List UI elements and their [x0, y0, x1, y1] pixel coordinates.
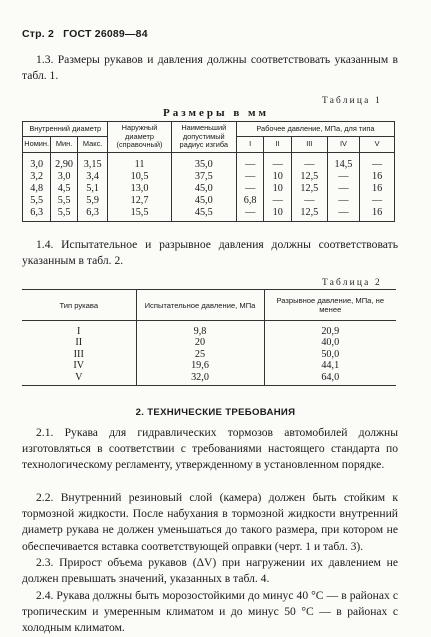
table-cell: 45,0 [171, 195, 236, 207]
col-inner-diameter: Внутренний диаметр [23, 122, 108, 137]
table-cell: 16 [360, 183, 395, 195]
table-cell: 44,1 [264, 360, 396, 371]
table-cell: 11 [108, 152, 171, 171]
table-row [23, 207, 395, 222]
table-row [23, 195, 395, 207]
col-bend-radius: Наименьший допустимый радиус изгиба [171, 122, 236, 153]
table-cell: 35,0 [171, 152, 236, 171]
paragraph-2-4: 2.4. Рукава должны быть морозостойкими до минус 40 °С — в районах с тропическим и умеренным климатом и до минус 50 °С — в районах с холодным климатом. [22, 589, 398, 635]
table-cell: 45,5 [171, 207, 236, 222]
table2-label: Таблица 2 [322, 278, 382, 288]
col-burst-pressure: Разрывное давление, МПа, не менее [264, 290, 396, 321]
col-test-pressure: Испытательное давление, МПа [136, 290, 264, 321]
table-cell: 12,7 [108, 195, 171, 207]
col-type-1: I [236, 137, 264, 152]
table-row [23, 171, 395, 183]
table-cell: — [327, 207, 360, 222]
table-cell: 32,0 [136, 372, 264, 386]
table-cell: 6,3 [23, 207, 51, 222]
paragraph-2-1: 2.1. Рукава для гидравлических тормозов автомобилей должны изготовляться в соответствии с требованиями настоящего стандарта по технологическому регламенту, утвержденному в установленном порядке. [22, 426, 398, 472]
table-cell: 5,9 [77, 195, 108, 207]
table-cell: — [291, 152, 327, 171]
table-cell: 64,0 [264, 372, 396, 386]
table-cell: — [236, 152, 264, 171]
table-cell: 45,0 [171, 183, 236, 195]
col-nominal: Номин. [23, 137, 51, 152]
col-max: Макс. [77, 137, 108, 152]
table-cell: — [360, 152, 395, 171]
table-cell: 13,0 [108, 183, 171, 195]
table-cell: II [75, 337, 83, 349]
table-row [23, 183, 395, 195]
paragraph-1-3: 1.3. Размеры рукавов и давления должны соответствовать указанным в табл. 1. [22, 53, 398, 83]
table-cell: 25 [136, 349, 264, 360]
table-cell: IV [73, 360, 85, 372]
table-cell: 5,1 [77, 183, 108, 195]
col-type-2: II [264, 137, 292, 152]
table-cell: V [22, 372, 136, 386]
table-cell: — [236, 171, 264, 183]
col-type-5: V [360, 137, 395, 152]
standard-code: ГОСТ 26089—84 [63, 28, 148, 40]
table-row [23, 152, 395, 171]
page-number: Стр. 2 [22, 28, 55, 40]
table-row [22, 360, 396, 371]
table-cell: 5,5 [51, 195, 78, 207]
table-cell: 16 [360, 171, 395, 183]
table-1 [22, 121, 395, 222]
table-cell: 3,0 [51, 171, 78, 183]
table-cell: 4,5 [51, 183, 78, 195]
paragraph-1-4: 1.4. Испытательное и разрывное давления должны соответствовать указанным в табл. 2. [22, 238, 398, 268]
table-2 [22, 289, 396, 386]
table-cell: 3,0 [23, 152, 51, 171]
table-cell: — [327, 195, 360, 207]
table-cell: 40,0 [264, 337, 396, 348]
page-header [22, 28, 154, 40]
table-cell: — [264, 152, 292, 171]
section-heading: 2. ТЕХНИЧЕСКИЕ ТРЕБОВАНИЯ [135, 407, 296, 418]
table-row [22, 372, 396, 386]
table-cell: 3,4 [77, 171, 108, 183]
table-cell: 16 [360, 207, 395, 222]
table-cell: — [291, 195, 327, 207]
table-row [22, 321, 396, 338]
table-cell: — [327, 171, 360, 183]
table-cell: — [236, 207, 264, 222]
paragraph-2-2: 2.2. Внутренний резиновый слой (камера) должен быть стойким к тормозной жидкости. После набухания в тормозной жидкости внутренний диаметр рукава не должен уменьшаться до такого размера, при котором не обеспечивается вставка соответствующей оправки (черт. 1 и табл. 3). [22, 491, 398, 553]
table-cell: 5,5 [51, 207, 78, 222]
table-cell: 20 [136, 337, 264, 348]
table-cell: — [236, 183, 264, 195]
table-cell: 5,5 [23, 195, 51, 207]
col-type-3: III [291, 137, 327, 152]
table-cell: 15,5 [108, 207, 171, 222]
col-working-pressure: Рабочее давление, МПа, для типа [236, 122, 394, 137]
table-cell: 6,8 [236, 195, 264, 207]
table-cell: 6,3 [77, 207, 108, 222]
col-type-4: IV [327, 137, 360, 152]
table-cell: III [73, 348, 84, 360]
col-outer-diameter: Наружный диаметр (справочный) [108, 122, 171, 153]
paragraph-2-3: 2.3. Прирост объема рукавов (ΔV) при нагружении их давлением не должен превышать значений, указанных в табл. 4. [22, 556, 398, 586]
col-min: Мин. [51, 137, 78, 152]
table-cell: 20,9 [264, 321, 396, 338]
table-cell: 19,6 [136, 360, 264, 371]
table-row [22, 337, 396, 348]
table-cell: 50,0 [264, 349, 396, 360]
table-cell: 9,8 [136, 321, 264, 338]
table-cell: — [327, 183, 360, 195]
table-cell: 3,15 [77, 152, 108, 171]
table-cell: 14,5 [327, 152, 360, 171]
table-cell: 37,5 [171, 171, 236, 183]
table-cell: 12,5 [291, 183, 327, 195]
table-cell: 10 [264, 171, 292, 183]
table-row [22, 349, 396, 360]
table-cell: 12,5 [291, 171, 327, 183]
table-cell: 3,2 [23, 171, 51, 183]
table-cell: I [77, 326, 81, 337]
table-cell: 10 [264, 183, 292, 195]
table-cell: 12,5 [291, 207, 327, 222]
table-cell: 10,5 [108, 171, 171, 183]
table-cell: 4,8 [23, 183, 51, 195]
table-cell: 2,90 [51, 152, 78, 171]
table1-label: Таблица 1 [322, 96, 382, 106]
table-cell: 10 [264, 207, 292, 222]
table1-subtitle: Размеры в мм [163, 107, 269, 119]
table-cell: — [360, 195, 395, 207]
table-cell: — [264, 195, 292, 207]
col-hose-type: Тип рукава [22, 290, 136, 321]
